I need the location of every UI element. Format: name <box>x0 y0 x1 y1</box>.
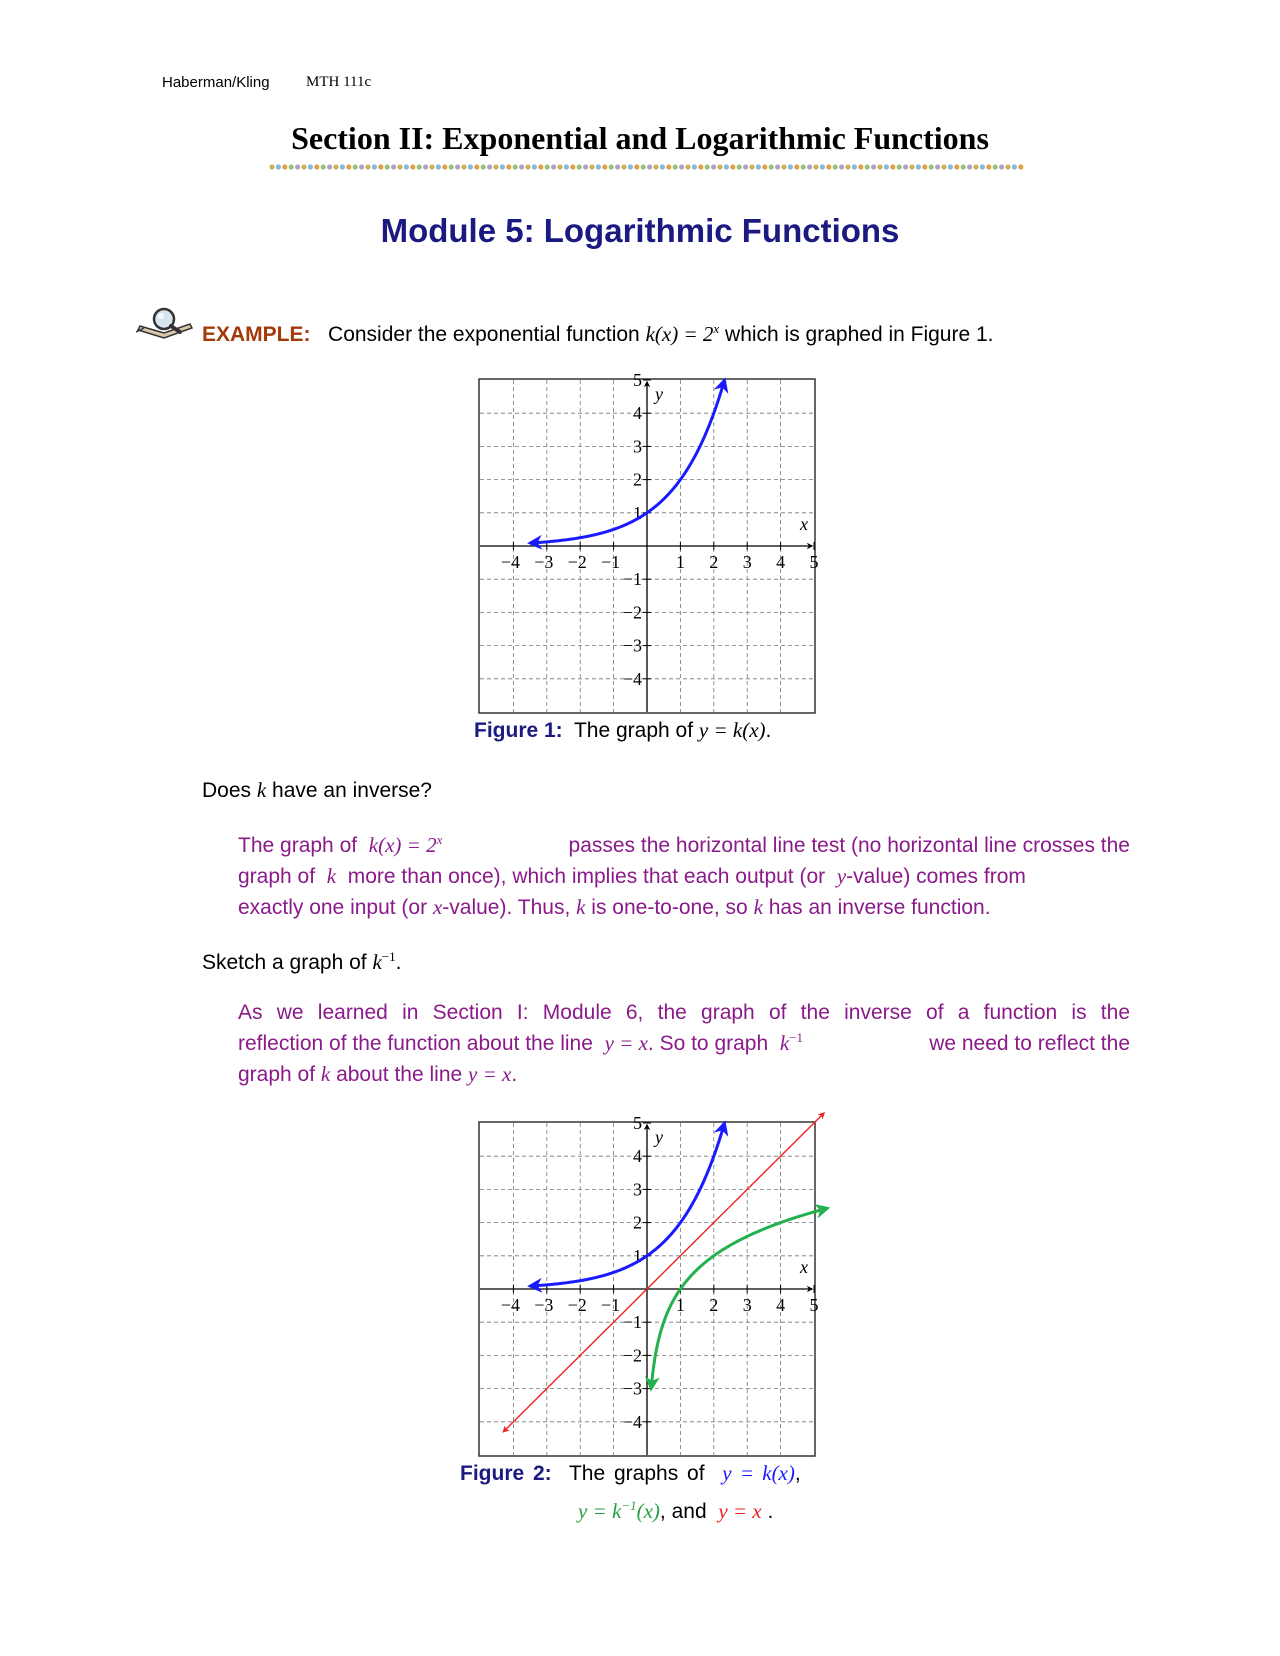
magnifier-book-icon <box>134 306 196 342</box>
x-tick-label: −2 <box>567 552 587 572</box>
bead <box>673 164 678 169</box>
bead <box>314 164 319 169</box>
y-tick-label: −2 <box>622 1345 642 1366</box>
y-tick-label: 5 <box>633 1113 642 1133</box>
bead <box>788 164 793 169</box>
bead <box>954 164 959 169</box>
x-tick-label: −4 <box>500 1295 520 1315</box>
x-tick-label: 1 <box>675 1295 685 1315</box>
bead <box>532 164 537 169</box>
y-tick-label: 3 <box>633 1179 642 1200</box>
answer-2-line-3 <box>238 1059 1130 1090</box>
figure-2-label: Figure 2: <box>460 1462 552 1485</box>
bead <box>397 164 402 169</box>
figure-2-caption-and: , and <box>659 1500 707 1523</box>
bead <box>538 164 543 169</box>
bead <box>378 164 383 169</box>
a2-l2-c: we need to reflect the <box>929 1032 1130 1055</box>
bead <box>513 164 518 169</box>
x-tick-label: 4 <box>776 552 786 572</box>
bead <box>602 164 607 169</box>
figure-2-caption-kinv <box>578 1499 660 1523</box>
bead <box>877 164 882 169</box>
x-axis-label: x <box>800 514 808 534</box>
bead <box>372 164 377 169</box>
a1-l3-c: is one-to-one, so <box>591 896 748 919</box>
bead <box>615 164 620 169</box>
bead <box>698 164 703 169</box>
bead <box>545 164 550 169</box>
q1-text-a: Does <box>202 779 252 802</box>
a2-l3-end: . <box>511 1063 518 1086</box>
bead <box>660 164 665 169</box>
figure-2-caption-kx: y = k(x) <box>722 1461 795 1485</box>
question-1 <box>202 778 432 803</box>
bead <box>641 164 646 169</box>
bead <box>589 164 594 169</box>
bead <box>1005 164 1010 169</box>
a1-l3-a: exactly one input (or <box>238 896 428 919</box>
bead <box>941 164 946 169</box>
bead <box>852 164 857 169</box>
a1-l1-a: The graph of <box>238 834 358 857</box>
bead <box>583 164 588 169</box>
bead <box>493 164 498 169</box>
a1-l2-y: y <box>836 864 847 888</box>
bead <box>897 164 902 169</box>
answer-2-line-2 <box>238 1028 1130 1059</box>
a1-l1-math <box>369 833 443 857</box>
q2-k: k <box>372 950 382 974</box>
bead <box>666 164 671 169</box>
y-tick-label: 1 <box>633 502 642 523</box>
bead <box>807 164 812 169</box>
header-authors: Haberman/Kling <box>162 74 270 91</box>
bead <box>455 164 460 169</box>
a1-l3-d: has an inverse function. <box>768 896 991 919</box>
bead <box>916 164 921 169</box>
bead <box>551 164 556 169</box>
bead <box>557 164 562 169</box>
a2-l3-math: y = x <box>468 1062 512 1086</box>
bead <box>621 164 626 169</box>
a2-l3-b: about the line <box>336 1063 463 1086</box>
bead <box>833 164 838 169</box>
bead <box>385 164 390 169</box>
a1-l3-k2: k <box>753 895 763 919</box>
answer-1-line-3 <box>238 892 1130 923</box>
bead <box>973 164 978 169</box>
bead <box>506 164 511 169</box>
x-tick-label: 3 <box>742 1295 752 1315</box>
figure-1-caption-end: . <box>765 719 772 742</box>
bead <box>865 164 870 169</box>
bead <box>749 164 754 169</box>
x-tick-label: −3 <box>534 552 554 572</box>
answer-1 <box>238 830 1130 923</box>
bead <box>333 164 338 169</box>
bead <box>929 164 934 169</box>
x-tick-label: −3 <box>534 1295 554 1315</box>
bead <box>468 164 473 169</box>
bead <box>909 164 914 169</box>
y-tick-label: 1 <box>633 1245 642 1266</box>
bead <box>743 164 748 169</box>
a1-l3-x: x <box>432 895 443 919</box>
figure-2-caption-yx: y = x <box>718 1499 762 1523</box>
bead <box>961 164 966 169</box>
bead <box>705 164 710 169</box>
bead <box>845 164 850 169</box>
bead <box>647 164 652 169</box>
decorative-bead-rule <box>268 162 1020 172</box>
module-title: Module 5: Logarithmic Functions <box>380 212 900 249</box>
y-tick-label: 4 <box>633 1146 642 1167</box>
y-tick-label: −3 <box>622 1378 642 1399</box>
bead <box>359 164 364 169</box>
bead <box>564 164 569 169</box>
bead <box>519 164 524 169</box>
q2-text: Sketch a graph of <box>202 951 367 974</box>
bead <box>417 164 422 169</box>
bead <box>756 164 761 169</box>
y-tick-label: 4 <box>633 403 642 424</box>
bead <box>449 164 454 169</box>
a1-l1-exp: x <box>436 832 443 847</box>
bead <box>525 164 530 169</box>
bead <box>442 164 447 169</box>
figure-2-caption-kinv-b: (x) <box>636 1499 660 1523</box>
x-tick-label: −2 <box>567 1295 587 1315</box>
x-tick-label: 5 <box>809 552 819 572</box>
bead <box>813 164 818 169</box>
bead <box>340 164 345 169</box>
a2-l2-a: reflection of the function about the line <box>238 1032 593 1055</box>
bead <box>436 164 441 169</box>
a1-l1-math-text: k(x) = 2 <box>368 833 437 857</box>
a1-l3-k1: k <box>576 895 586 919</box>
figure-1-label: Figure 1: <box>474 719 563 742</box>
bead <box>391 164 396 169</box>
figure-2-caption-line-2 <box>578 1499 773 1524</box>
a1-l2-c: -value) comes from <box>846 865 1026 888</box>
q1-text-b: have an inverse? <box>272 779 432 802</box>
figure-2-caption-kinv-a: y = k <box>578 1499 622 1523</box>
bead <box>570 164 575 169</box>
a1-l3-b: -value). Thus, <box>442 896 571 919</box>
bead <box>423 164 428 169</box>
y-tick-label: 2 <box>633 469 642 490</box>
bead <box>769 164 774 169</box>
figure-2-caption-line-1 <box>460 1461 801 1486</box>
bead <box>474 164 479 169</box>
answer-1-line-1 <box>238 830 1130 861</box>
x-tick-label: 4 <box>776 1295 786 1315</box>
bead <box>628 164 633 169</box>
example-function-lhs: k(x) = 2 <box>645 322 714 346</box>
bead <box>935 164 940 169</box>
example-function <box>646 322 720 346</box>
bead <box>922 164 927 169</box>
example-outro: which is graphed in Figure 1. <box>725 323 994 346</box>
x-tick-label: 3 <box>742 552 752 572</box>
bead <box>884 164 889 169</box>
y-tick-label: −3 <box>622 635 642 656</box>
x-tick-label: −1 <box>601 552 621 572</box>
a2-l3-k: k <box>320 1062 331 1086</box>
bead <box>858 164 863 169</box>
bead <box>820 164 825 169</box>
bead <box>775 164 780 169</box>
figure-2-caption-end: . <box>767 1500 774 1523</box>
example-line <box>202 322 994 347</box>
bead <box>826 164 831 169</box>
bead <box>596 164 601 169</box>
bead <box>794 164 799 169</box>
figure-1-caption-math: y = k(x) <box>698 718 766 742</box>
question-2 <box>202 950 401 975</box>
x-tick-label: 1 <box>675 552 685 572</box>
figure-1-caption-text: The graph of <box>573 719 694 742</box>
y-tick-label: −4 <box>622 1411 642 1432</box>
bead <box>282 164 287 169</box>
bead <box>730 164 735 169</box>
bead <box>461 164 466 169</box>
y-tick-label: −1 <box>622 1312 642 1333</box>
a1-l2-k: k <box>326 864 337 888</box>
bead <box>986 164 991 169</box>
bead <box>353 164 358 169</box>
bead <box>801 164 806 169</box>
bead <box>481 164 486 169</box>
a1-l2-b: more than once), which implies that each output (or <box>347 865 826 888</box>
a2-l2-k: k <box>779 1031 790 1055</box>
y-axis-label: y <box>655 384 663 404</box>
bead <box>890 164 895 169</box>
bead <box>717 164 722 169</box>
x-tick-label: −1 <box>601 1295 621 1315</box>
bead <box>365 164 370 169</box>
y-axis-label: y <box>655 1127 663 1147</box>
bead <box>737 164 742 169</box>
example-intro: Consider the exponential function <box>328 323 640 346</box>
example-label: EXAMPLE: <box>202 323 311 346</box>
a2-l3-a: graph of <box>238 1063 316 1086</box>
bead <box>500 164 505 169</box>
y-tick-label: −2 <box>622 602 642 623</box>
section-title: Section II: Exponential and Logarithmic Functions <box>291 120 989 156</box>
answer-2-line-1: As we learned in Section I: Module 6, the graph of the inverse of a function is the <box>238 1001 1130 1024</box>
bead <box>634 164 639 169</box>
bead <box>276 164 281 169</box>
bead <box>724 164 729 169</box>
bead <box>289 164 294 169</box>
bead <box>410 164 415 169</box>
figure-2-graph <box>478 1113 819 1457</box>
y-tick-label: 3 <box>633 436 642 457</box>
bead <box>993 164 998 169</box>
bead <box>1012 164 1017 169</box>
figure-1-graph <box>478 370 819 714</box>
x-tick-label: 5 <box>809 1295 819 1315</box>
figure-2-caption-comma: , <box>794 1462 801 1485</box>
x-tick-label: 2 <box>709 552 719 572</box>
figure-2-caption-text: The graphs of <box>568 1462 705 1485</box>
bead <box>308 164 313 169</box>
bead <box>321 164 326 169</box>
bead <box>948 164 953 169</box>
bead <box>295 164 300 169</box>
bead <box>685 164 690 169</box>
bead <box>1018 164 1023 169</box>
bead <box>577 164 582 169</box>
bead <box>903 164 908 169</box>
a2-l2-exp: −1 <box>789 1030 804 1045</box>
bead <box>839 164 844 169</box>
y-tick-label: 5 <box>633 370 642 390</box>
answer-2 <box>238 997 1130 1090</box>
bead <box>404 164 409 169</box>
bead <box>999 164 1004 169</box>
y-tick-label: −4 <box>622 668 642 689</box>
bead <box>781 164 786 169</box>
bead <box>327 164 332 169</box>
y-tick-label: 2 <box>633 1212 642 1233</box>
bead <box>967 164 972 169</box>
x-axis-label: x <box>800 1257 808 1277</box>
bead <box>653 164 658 169</box>
bead <box>762 164 767 169</box>
bead <box>980 164 985 169</box>
figure-2-caption-kinv-exp: −1 <box>621 1498 637 1513</box>
a1-l1-b: passes the horizontal line test (no horizontal line crosses the <box>568 834 1130 857</box>
bead <box>609 164 614 169</box>
bead <box>429 164 434 169</box>
figure-1-caption <box>474 718 771 743</box>
a2-l2-b: . So to graph <box>647 1032 769 1055</box>
header-course: MTH 111c <box>306 74 372 90</box>
answer-1-line-2 <box>238 861 1130 892</box>
bead <box>487 164 492 169</box>
q1-k: k <box>256 778 267 802</box>
q2-end: . <box>395 951 402 974</box>
bead <box>679 164 684 169</box>
example-function-exp: x <box>713 321 720 336</box>
bead <box>346 164 351 169</box>
a2-l2-math: y = x <box>604 1031 648 1055</box>
bead <box>711 164 716 169</box>
y-tick-label: −1 <box>622 569 642 590</box>
bead <box>301 164 306 169</box>
q2-exp: −1 <box>381 949 396 964</box>
a1-l2-a: graph of <box>238 865 316 888</box>
bead <box>269 164 274 169</box>
x-tick-label: −4 <box>500 552 520 572</box>
bead <box>692 164 697 169</box>
x-tick-label: 2 <box>709 1295 719 1315</box>
bead <box>871 164 876 169</box>
